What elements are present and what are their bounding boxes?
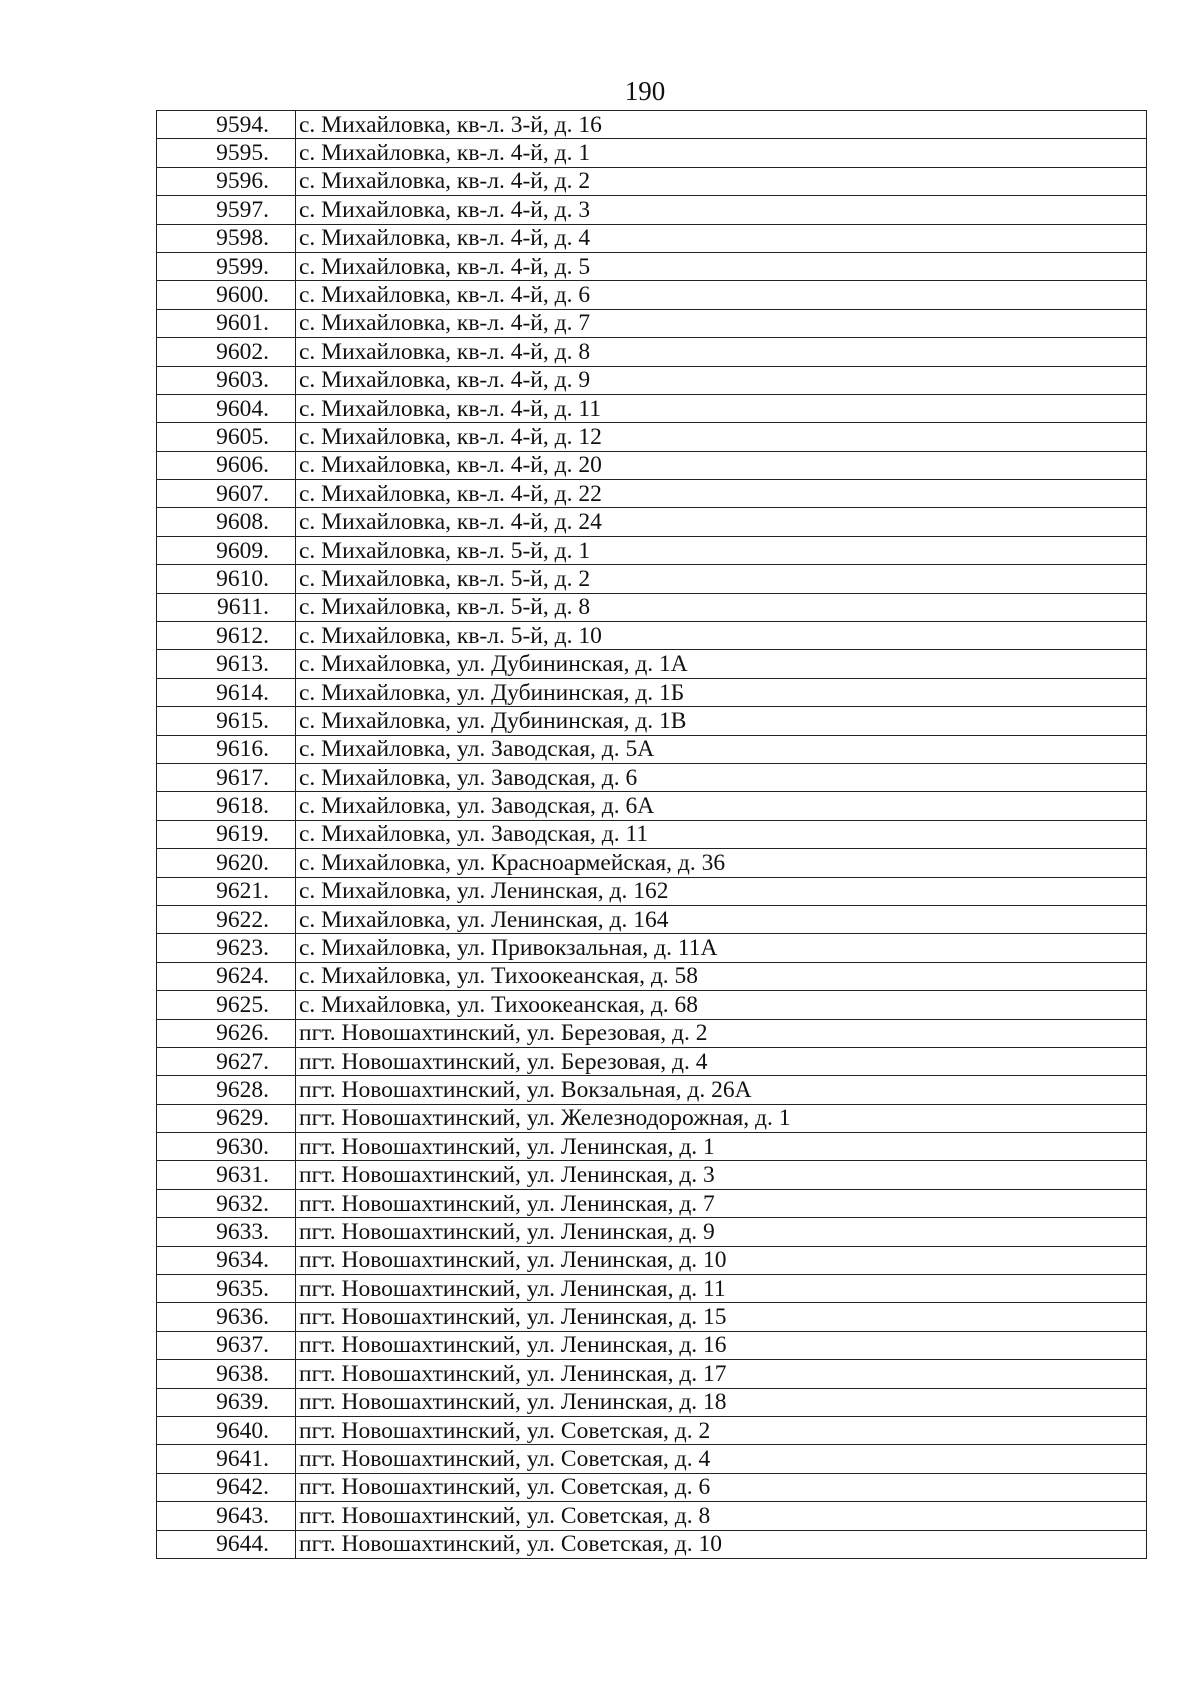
row-address: с. Михайловка, кв-л. 4-й, д. 12 — [296, 423, 1147, 451]
row-number: 9627. — [157, 1047, 296, 1075]
row-number: 9632. — [157, 1189, 296, 1217]
table-row — [157, 1076, 1147, 1104]
table-row — [157, 934, 1147, 962]
row-number: 9623. — [157, 934, 296, 962]
row-number: 9642. — [157, 1473, 296, 1501]
row-number: 9625. — [157, 991, 296, 1019]
table-row — [157, 480, 1147, 508]
row-address: пгт. Новошахтинский, ул. Советская, д. 10 — [296, 1530, 1147, 1558]
address-table — [156, 110, 1147, 1559]
row-address: с. Михайловка, кв-л. 4-й, д. 6 — [296, 281, 1147, 309]
row-number: 9604. — [157, 394, 296, 422]
row-address: с. Михайловка, кв-л. 4-й, д. 11 — [296, 394, 1147, 422]
table-row — [157, 877, 1147, 905]
row-address: пгт. Новошахтинский, ул. Ленинская, д. 16 — [296, 1331, 1147, 1359]
row-number: 9613. — [157, 650, 296, 678]
row-address: пгт. Новошахтинский, ул. Советская, д. 6 — [296, 1473, 1147, 1501]
row-number: 9629. — [157, 1104, 296, 1132]
row-address: пгт. Новошахтинский, ул. Березовая, д. 4 — [296, 1047, 1147, 1075]
row-number: 9633. — [157, 1218, 296, 1246]
row-number: 9603. — [157, 366, 296, 394]
row-number: 9595. — [157, 139, 296, 167]
row-address: с. Михайловка, ул. Ленинская, д. 162 — [296, 877, 1147, 905]
row-number: 9636. — [157, 1303, 296, 1331]
row-address: с. Михайловка, кв-л. 4-й, д. 2 — [296, 167, 1147, 195]
row-address: с. Михайловка, кв-л. 4-й, д. 1 — [296, 139, 1147, 167]
row-number: 9640. — [157, 1416, 296, 1444]
table-row — [157, 849, 1147, 877]
row-number: 9607. — [157, 480, 296, 508]
table-row — [157, 423, 1147, 451]
table-row — [157, 1275, 1147, 1303]
row-address: с. Михайловка, ул. Красноармейская, д. 36 — [296, 849, 1147, 877]
table-row — [157, 224, 1147, 252]
row-address: с. Михайловка, кв-л. 4-й, д. 9 — [296, 366, 1147, 394]
row-number: 9638. — [157, 1360, 296, 1388]
row-number: 9617. — [157, 763, 296, 791]
row-number: 9626. — [157, 1019, 296, 1047]
table-row — [157, 1331, 1147, 1359]
table-row — [157, 252, 1147, 280]
table-row — [157, 338, 1147, 366]
row-number: 9596. — [157, 167, 296, 195]
row-address: с. Михайловка, кв-л. 4-й, д. 22 — [296, 480, 1147, 508]
row-number: 9628. — [157, 1076, 296, 1104]
row-number: 9631. — [157, 1161, 296, 1189]
row-address: пгт. Новошахтинский, ул. Ленинская, д. 17 — [296, 1360, 1147, 1388]
table-row — [157, 1047, 1147, 1075]
row-number: 9614. — [157, 678, 296, 706]
table-row — [157, 1502, 1147, 1530]
table-row — [157, 678, 1147, 706]
table-row — [157, 1189, 1147, 1217]
row-address: пгт. Новошахтинский, ул. Ленинская, д. 11 — [296, 1275, 1147, 1303]
table-row — [157, 1104, 1147, 1132]
table-row — [157, 366, 1147, 394]
row-number: 9619. — [157, 820, 296, 848]
table-row — [157, 1530, 1147, 1558]
row-number: 9606. — [157, 451, 296, 479]
row-address: с. Михайловка, ул. Заводская, д. 11 — [296, 820, 1147, 848]
row-address: с. Михайловка, ул. Ленинская, д. 164 — [296, 905, 1147, 933]
row-address: пгт. Новошахтинский, ул. Ленинская, д. 7 — [296, 1189, 1147, 1217]
row-address: с. Михайловка, кв-л. 5-й, д. 8 — [296, 593, 1147, 621]
row-number: 9594. — [157, 111, 296, 139]
row-address: пгт. Новошахтинский, ул. Ленинская, д. 1 — [296, 1133, 1147, 1161]
row-address: пгт. Новошахтинский, ул. Ленинская, д. 15 — [296, 1303, 1147, 1331]
table-row — [157, 196, 1147, 224]
row-address: с. Михайловка, ул. Привокзальная, д. 11А — [296, 934, 1147, 962]
row-address: пгт. Новошахтинский, ул. Железнодорожная, д. 1 — [296, 1104, 1147, 1132]
table-row — [157, 763, 1147, 791]
row-number: 9605. — [157, 423, 296, 451]
row-number: 9598. — [157, 224, 296, 252]
table-row — [157, 1161, 1147, 1189]
row-number: 9620. — [157, 849, 296, 877]
row-number: 9600. — [157, 281, 296, 309]
table-row — [157, 707, 1147, 735]
table-row — [157, 536, 1147, 564]
row-address: с. Михайловка, ул. Заводская, д. 5А — [296, 735, 1147, 763]
table-row — [157, 1133, 1147, 1161]
table-row — [157, 792, 1147, 820]
table-row — [157, 622, 1147, 650]
table-row — [157, 991, 1147, 1019]
row-address: с. Михайловка, кв-л. 5-й, д. 1 — [296, 536, 1147, 564]
table-row — [157, 281, 1147, 309]
table-row — [157, 309, 1147, 337]
row-address: с. Михайловка, кв-л. 4-й, д. 8 — [296, 338, 1147, 366]
row-address: с. Михайловка, ул. Заводская, д. 6 — [296, 763, 1147, 791]
table-row — [157, 1388, 1147, 1416]
row-number: 9630. — [157, 1133, 296, 1161]
table-row — [157, 905, 1147, 933]
row-address: с. Михайловка, кв-л. 5-й, д. 10 — [296, 622, 1147, 650]
table-row — [157, 1473, 1147, 1501]
row-address: пгт. Новошахтинский, ул. Вокзальная, д. 26А — [296, 1076, 1147, 1104]
row-address: с. Михайловка, кв-л. 4-й, д. 4 — [296, 224, 1147, 252]
row-address: с. Михайловка, кв-л. 4-й, д. 5 — [296, 252, 1147, 280]
row-number: 9643. — [157, 1502, 296, 1530]
row-address: пгт. Новошахтинский, ул. Ленинская, д. 3 — [296, 1161, 1147, 1189]
row-number: 9639. — [157, 1388, 296, 1416]
table-row — [157, 735, 1147, 763]
row-address: с. Михайловка, ул. Тихоокеанская, д. 68 — [296, 991, 1147, 1019]
row-address: с. Михайловка, кв-л. 3-й, д. 16 — [296, 111, 1147, 139]
table-row — [157, 1218, 1147, 1246]
row-number: 9611. — [157, 593, 296, 621]
row-address: с. Михайловка, кв-л. 4-й, д. 3 — [296, 196, 1147, 224]
row-number: 9608. — [157, 508, 296, 536]
row-number: 9599. — [157, 252, 296, 280]
table-row — [157, 1360, 1147, 1388]
row-address: с. Михайловка, кв-л. 4-й, д. 20 — [296, 451, 1147, 479]
row-number: 9641. — [157, 1445, 296, 1473]
row-address: с. Михайловка, ул. Дубининская, д. 1В — [296, 707, 1147, 735]
row-address: пгт. Новошахтинский, ул. Советская, д. 8 — [296, 1502, 1147, 1530]
page-number: 190 — [624, 76, 666, 106]
row-number: 9597. — [157, 196, 296, 224]
row-number: 9635. — [157, 1275, 296, 1303]
row-address: пгт. Новошахтинский, ул. Советская, д. 2 — [296, 1416, 1147, 1444]
row-address: пгт. Новошахтинский, ул. Ленинская, д. 9 — [296, 1218, 1147, 1246]
row-address: с. Михайловка, кв-л. 4-й, д. 7 — [296, 309, 1147, 337]
row-address: с. Михайловка, ул. Заводская, д. 6А — [296, 792, 1147, 820]
row-number: 9634. — [157, 1246, 296, 1274]
table-row — [157, 1416, 1147, 1444]
table-row — [157, 167, 1147, 195]
table-row — [157, 394, 1147, 422]
row-number: 9615. — [157, 707, 296, 735]
table-row — [157, 1246, 1147, 1274]
row-number: 9618. — [157, 792, 296, 820]
table-row — [157, 565, 1147, 593]
row-address: пгт. Новошахтинский, ул. Березовая, д. 2 — [296, 1019, 1147, 1047]
row-address: с. Михайловка, ул. Дубининская, д. 1Б — [296, 678, 1147, 706]
table-row — [157, 508, 1147, 536]
row-number: 9622. — [157, 905, 296, 933]
row-number: 9601. — [157, 309, 296, 337]
row-address: пгт. Новошахтинский, ул. Ленинская, д. 18 — [296, 1388, 1147, 1416]
row-number: 9612. — [157, 622, 296, 650]
row-address: с. Михайловка, кв-л. 5-й, д. 2 — [296, 565, 1147, 593]
row-number: 9616. — [157, 735, 296, 763]
table-row — [157, 820, 1147, 848]
table-row — [157, 139, 1147, 167]
row-address: пгт. Новошахтинский, ул. Ленинская, д. 10 — [296, 1246, 1147, 1274]
row-address: с. Михайловка, ул. Дубининская, д. 1А — [296, 650, 1147, 678]
table-row — [157, 111, 1147, 139]
table-row — [157, 593, 1147, 621]
table-row — [157, 1019, 1147, 1047]
table-row — [157, 650, 1147, 678]
row-address: с. Михайловка, кв-л. 4-й, д. 24 — [296, 508, 1147, 536]
row-number: 9621. — [157, 877, 296, 905]
table-row — [157, 451, 1147, 479]
row-number: 9609. — [157, 536, 296, 564]
table-row — [157, 1445, 1147, 1473]
row-number: 9624. — [157, 962, 296, 990]
row-address: пгт. Новошахтинский, ул. Советская, д. 4 — [296, 1445, 1147, 1473]
table-row — [157, 1303, 1147, 1331]
row-number: 9610. — [157, 565, 296, 593]
row-number: 9644. — [157, 1530, 296, 1558]
row-number: 9602. — [157, 338, 296, 366]
address-table-body — [157, 111, 1147, 1559]
table-row — [157, 962, 1147, 990]
row-number: 9637. — [157, 1331, 296, 1359]
row-address: с. Михайловка, ул. Тихоокеанская, д. 58 — [296, 962, 1147, 990]
